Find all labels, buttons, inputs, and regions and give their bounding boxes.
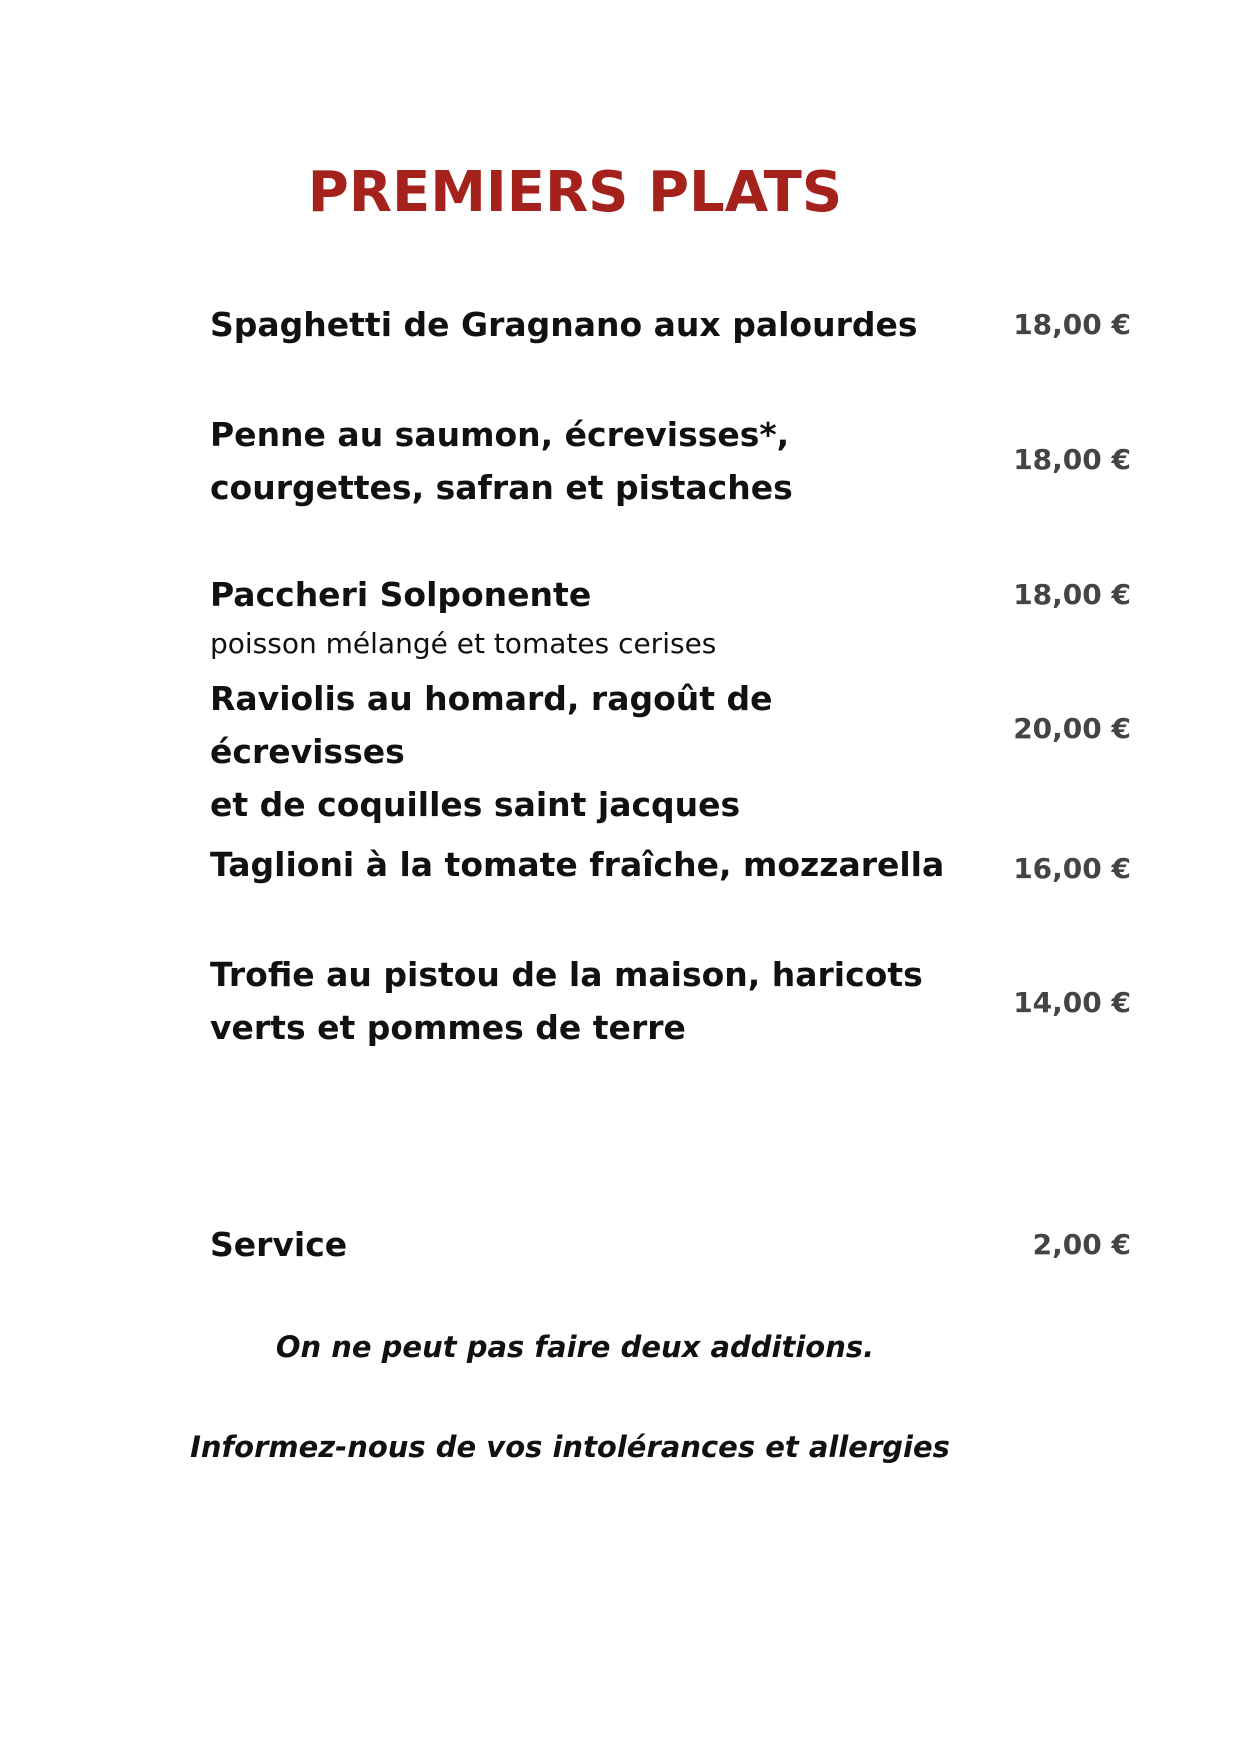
menu-item-price: 16,00 € <box>1013 852 1131 885</box>
menu-item-name-line1: Penne au saumon, écrevisses*, <box>210 415 790 454</box>
menu-item-description: poisson mélangé et tomates cerises <box>210 627 717 660</box>
menu-item-price: 20,00 € <box>1013 712 1131 745</box>
menu-item-name: Taglioni à la tomate fraîche, mozzarella <box>210 845 945 884</box>
menu-item-raviolis <box>210 672 1210 831</box>
note-no-split-bill: On ne peut pas faire deux additions. <box>275 1330 875 1364</box>
menu-item-name-line1: Raviolis au homard, ragoût de écrevisses <box>210 679 773 771</box>
menu-item-name: Spaghetti de Gragnano aux palourdes <box>210 305 918 344</box>
menu-item-name-line2: et de coquilles saint jacques <box>210 785 741 824</box>
menu-item-price: 18,00 € <box>1013 308 1131 341</box>
note-allergies: Informez-nous de vos intolérances et allergies <box>190 1430 950 1464</box>
menu-item-name-line1: Trofie au pistou de la maison, haricots <box>210 955 923 994</box>
service-price: 2,00 € <box>1032 1228 1131 1261</box>
menu-item-price: 14,00 € <box>1013 986 1131 1019</box>
menu-item-name-line2: verts et pommes de terre <box>210 1008 686 1047</box>
page-title: PREMIERS PLATS <box>307 160 843 225</box>
menu-item-price: 18,00 € <box>1013 443 1131 476</box>
menu-item-name: Paccheri Solponente <box>210 575 592 614</box>
menu-item-price: 18,00 € <box>1013 578 1131 611</box>
menu-item-name-line2: courgettes, safran et pistaches <box>210 468 793 507</box>
service-label: Service <box>210 1225 348 1264</box>
